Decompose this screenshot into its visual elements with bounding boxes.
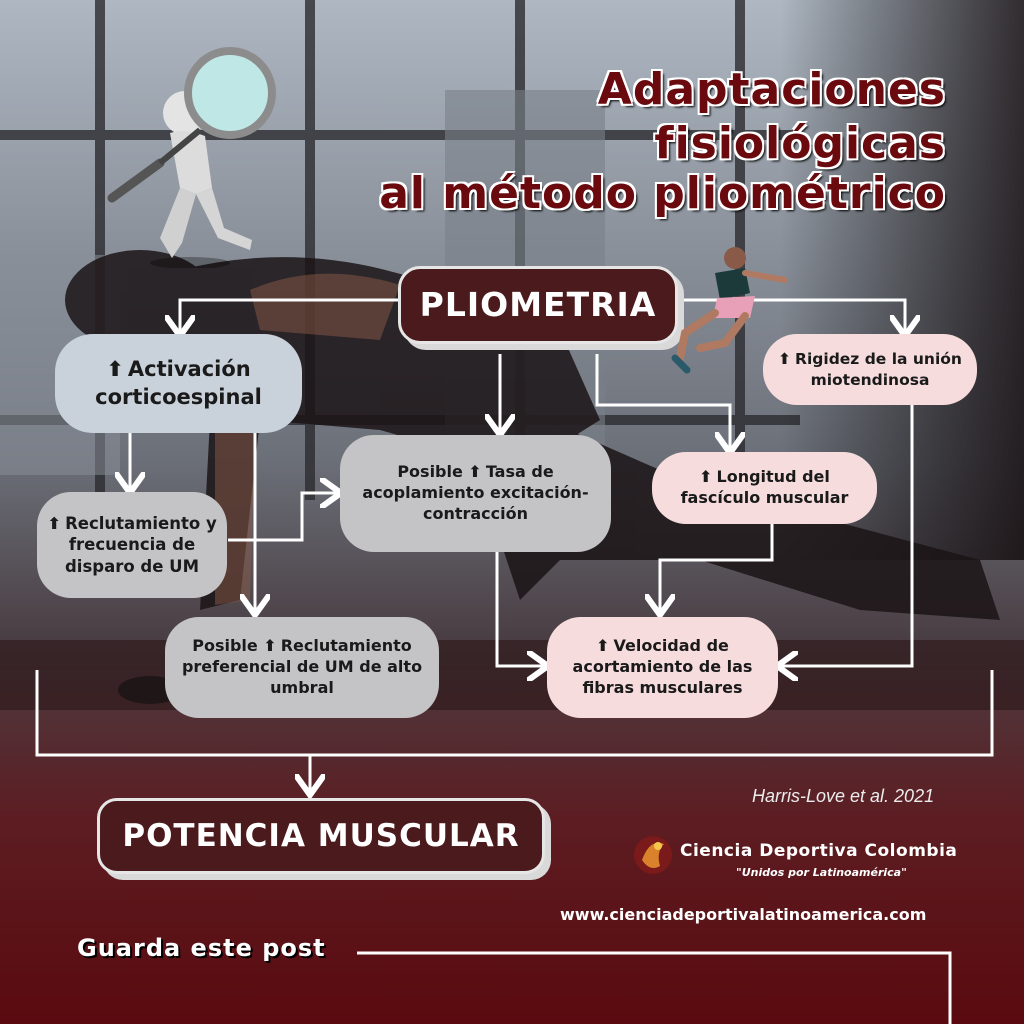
velocidad-label: Velocidad de acortamiento de las fibras musculares <box>572 636 753 697</box>
increase-arrow-icon: ⬆ <box>106 357 124 382</box>
citation: Harris-Love et al. 2021 <box>752 786 935 806</box>
title-line-2: fisiológicas <box>654 118 946 169</box>
magnifier-mascot-icon <box>100 38 290 268</box>
reclutamiento-preferencial-label: Reclutamiento preferencial de UM de alto umbral <box>181 636 423 697</box>
increase-arrow-icon: ⬆ <box>596 636 610 656</box>
reclutamiento-node <box>37 492 227 598</box>
brand-name: Ciencia Deportiva Colombia <box>680 841 958 861</box>
tasa-label: Tasa de acoplamiento excitación-contracción <box>362 462 589 523</box>
increase-arrow-icon: ⬆ <box>47 513 62 533</box>
jumping-athlete-icon <box>655 238 790 383</box>
potencia-label: POTENCIA MUSCULAR <box>122 817 520 854</box>
activacion-label: Activación corticoespinal <box>95 357 262 409</box>
reclutamiento-preferencial-node <box>165 617 439 718</box>
brand-tagline: "Unidos por Latinoamérica" <box>736 866 907 879</box>
increase-arrow-icon: ⬆ <box>699 467 713 487</box>
pliometria-label: PLIOMETRIA <box>419 284 657 324</box>
increase-arrow-icon: ⬆ <box>468 462 482 482</box>
save-post-cta: Guarda este post <box>77 934 326 962</box>
longitud-label: Longitud del fascículo muscular <box>680 467 849 507</box>
posible-prefix: Posible <box>192 636 258 656</box>
brand-logo-icon <box>632 830 674 880</box>
posible-prefix: Posible <box>397 462 463 482</box>
tasa-node <box>340 435 611 552</box>
rigidez-node <box>763 334 977 405</box>
rigidez-label: Rigidez de la unión miotendinosa <box>795 350 962 389</box>
potencia-node <box>97 798 545 874</box>
title-line-3: al método pliométrico <box>379 168 946 219</box>
longitud-node <box>652 452 877 524</box>
website-link[interactable]: www.cienciadeportivalatinoamerica.com <box>560 905 927 924</box>
title-line-1: Adaptaciones <box>597 64 946 115</box>
pliometria-node <box>398 266 678 344</box>
increase-arrow-icon: ⬆ <box>778 350 792 369</box>
velocidad-node <box>547 617 778 718</box>
reclutamiento-label: Reclutamiento y frecuencia de disparo de UM <box>64 513 217 576</box>
activacion-node <box>55 334 302 433</box>
increase-arrow-icon: ⬆ <box>263 636 277 656</box>
